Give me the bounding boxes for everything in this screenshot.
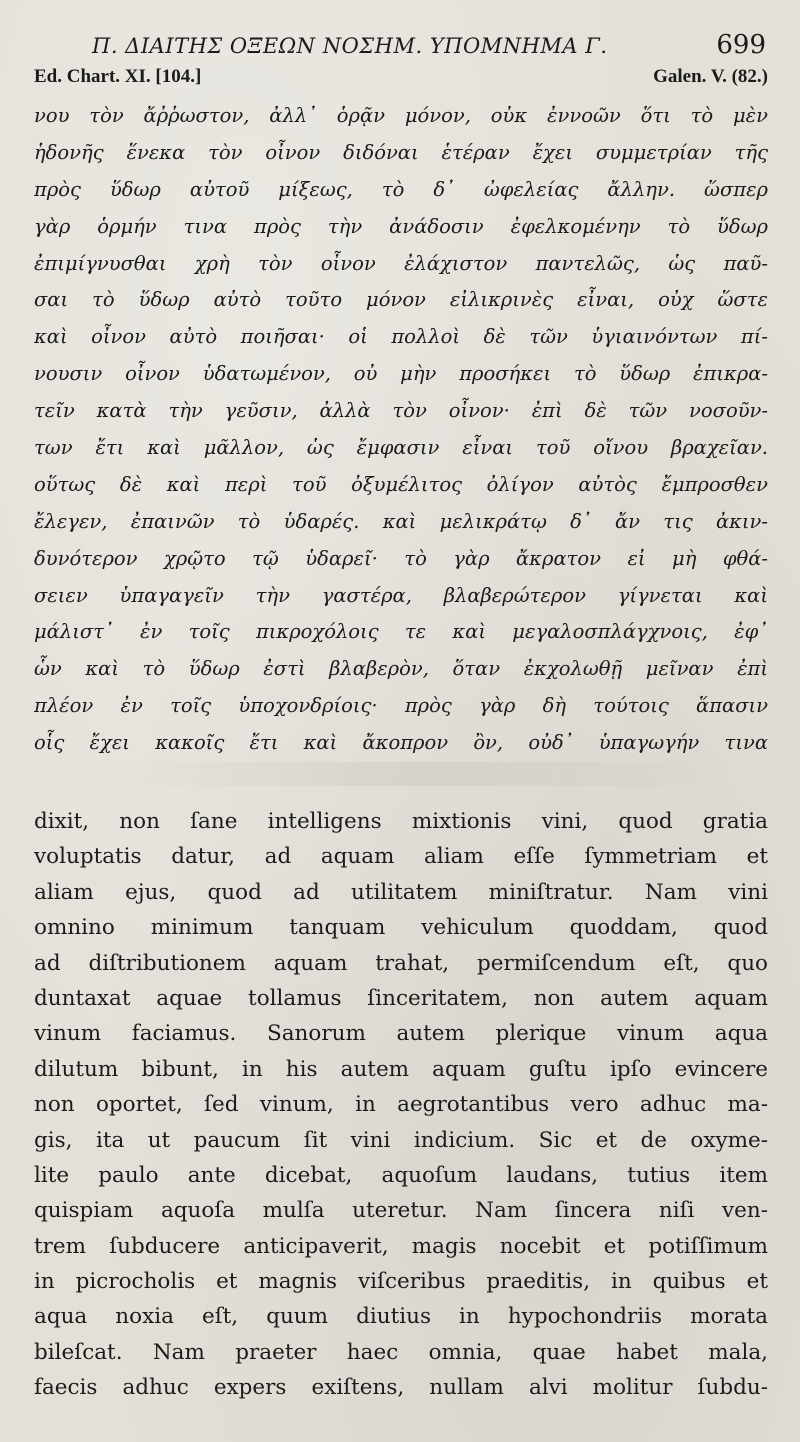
greek-line: μάλιστ᾽ ἐν τοῖς πικροχόλοις τε καὶ μεγαλοσπλάγχνοις, ἐφ᾽ bbox=[34, 620, 768, 644]
show-through-shadow bbox=[100, 762, 740, 786]
latin-text-block bbox=[34, 804, 768, 1406]
greek-line: νουσιν οἶνον ὑδατωμένον, οὐ μὴν προσήκει τὸ ὕδωρ ἐπικρα- bbox=[34, 362, 768, 386]
latin-line: aliam ejus, quod ad utilitatem miniſtratur. Nam vini bbox=[34, 879, 768, 905]
chartier-edition-reference: Ed. Chart. XI. [104.] bbox=[34, 66, 202, 87]
latin-line: quispiam aquoſa mulſa uteretur. Nam ſincera niſi ven- bbox=[34, 1198, 768, 1224]
latin-line: lite paulo ante dicebat, aquoſum laudans, tutius item bbox=[34, 1162, 768, 1188]
greek-line: οἷς ἔχει κακοῖς ἔτι καὶ ἄκοπρον ὂν, οὐδ᾽ ὑπαγωγήν τινα bbox=[34, 731, 768, 755]
greek-line: σειεν ὑπαγαγεῖν τὴν γαστέρα, βλαβερώτερον γίγνεται καὶ bbox=[34, 583, 768, 607]
greek-line: τεῖν κατὰ τὴν γεῦσιν, ἀλλὰ τὸν οἶνον· ἐπὶ δὲ τῶν νοσοῦν- bbox=[34, 399, 768, 423]
greek-line: ἡδονῆς ἕνεκα τὸν οἶνον διδόναι ἑτέραν ἔχει συμμετρίαν τῆς bbox=[34, 140, 768, 164]
latin-line: trem ſubducere anticipaverit, magis nocebit et potiſſimum bbox=[34, 1233, 768, 1259]
running-head bbox=[0, 30, 800, 70]
greek-line: νου τὸν ἄῤῥωστον, ἀλλ᾽ ὁρᾷν μόνον, οὐκ ἐννοῶν ὅτι τὸ μὲν bbox=[34, 104, 768, 127]
latin-line: faecis adhuc expers exiſtens, nullam alvi molitur ſubdu- bbox=[34, 1375, 768, 1401]
latin-line: dilutum bibunt, in his autem aquam guſtu ipſo evincere bbox=[34, 1056, 768, 1082]
latin-line: omnino minimum tanquam vehiculum quoddam, quod bbox=[34, 915, 768, 941]
latin-line: gis, ita ut paucum ſit vini indicium. Sic et de oxyme- bbox=[34, 1127, 768, 1153]
greek-line: γὰρ ὁρμήν τινα πρὸς τὴν ἀνάδοσιν ἐφελκομένην τὸ ὕδωρ bbox=[34, 214, 768, 238]
latin-line: aqua noxia eſt, quum diutius in hypochondriis morata bbox=[34, 1304, 768, 1330]
latin-line: non oportet, ſed vinum, in aegrotantibus vero adhuc ma- bbox=[34, 1092, 768, 1118]
greek-line: δυνότερον χρῷτο τῷ ὑδαρεῖ· τὸ γὰρ ἄκρατον εἰ μὴ φθά- bbox=[34, 546, 768, 570]
greek-line: πρὸς ὕδωρ αὐτοῦ μίξεως, τὸ δ᾽ ὠφελείας ἄλλην. ὥσπερ bbox=[34, 177, 768, 201]
latin-line: dixit, non ſane intelligens mixtionis vini, quod gratia bbox=[34, 809, 768, 834]
edition-reference-line bbox=[34, 66, 768, 94]
greek-text-block bbox=[34, 98, 768, 762]
running-title: Π. ΔΙΑΙΤΗΣ ΟΞΕΩΝ ΝΟΣΗΜ. ΥΠΟΜΝΗΜΑ Γ. bbox=[92, 34, 608, 58]
page-number: 699 bbox=[716, 30, 766, 60]
greek-line: οὕτως δὲ καὶ περὶ τοῦ ὀξυμέλιτος ὀλίγον αὐτὸς ἔμπροσθεν bbox=[34, 472, 768, 496]
greek-line: πλέον ἐν τοῖς ὑποχονδρίοις· πρὸς γὰρ δὴ τούτοις ἅπασιν bbox=[34, 694, 768, 718]
greek-line: ὧν καὶ τὸ ὕδωρ ἐστὶ βλαβερὸν, ὅταν ἐκχολωθῇ μεῖναν ἐπὶ bbox=[34, 657, 768, 681]
latin-line: bileſcat. Nam praeter haec omnia, quae habet mala, bbox=[34, 1339, 768, 1365]
greek-line: των ἔτι καὶ μᾶλλον, ὡς ἔμφασιν εἶναι τοῦ οἴνου βραχεῖαν. bbox=[34, 436, 768, 460]
greek-line: καὶ οἶνον αὐτὸ ποιῆσαι· οἱ πολλοὶ δὲ τῶν ὑγιαινόντων πί- bbox=[34, 325, 768, 349]
greek-line: ἔλεγεν, ἐπαινῶν τὸ ὑδαρές. καὶ μελικράτῳ δ᾽ ἄν τις ἀκιν- bbox=[34, 509, 768, 533]
greek-line: σαι τὸ ὕδωρ αὐτὸ τοῦτο μόνον εἰλικρινὲς εἶναι, οὐχ ὥστε bbox=[34, 288, 768, 312]
latin-line: duntaxat aquae tollamus ſinceritatem, non autem aquam bbox=[34, 985, 768, 1011]
latin-line: voluptatis datur, ad aquam aliam eſſe ſymmetriam et bbox=[34, 844, 768, 870]
latin-line: in picrocholis et magnis viſceribus praeditis, in quibus et bbox=[34, 1269, 768, 1295]
latin-line: ad diſtributionem aquam trahat, permiſcendum eſt, quo bbox=[34, 950, 768, 976]
galen-edition-reference: Galen. V. (82.) bbox=[653, 66, 768, 87]
greek-line: ἐπιμίγνυσθαι χρὴ τὸν οἶνον ἐλάχιστον παντελῶς, ὡς παῦ- bbox=[34, 251, 768, 275]
latin-line: vinum faciamus. Sanorum autem plerique vinum aqua bbox=[34, 1021, 768, 1047]
